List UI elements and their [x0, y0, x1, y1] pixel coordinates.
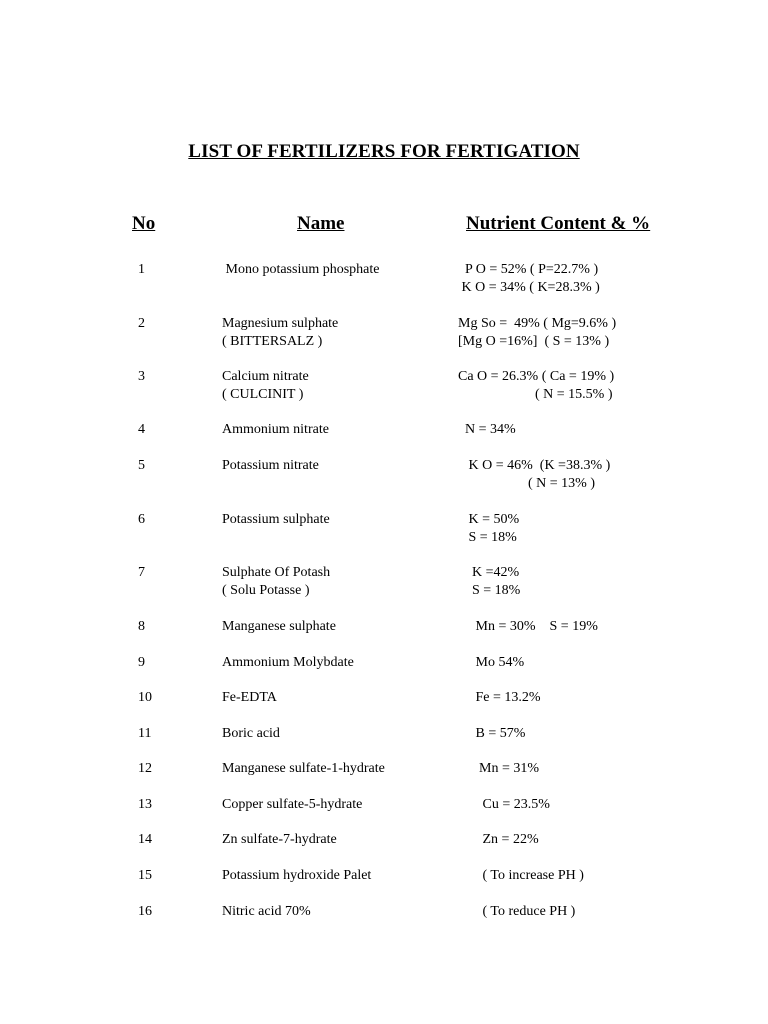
row-number: 6: [138, 512, 145, 527]
row-number: 5: [138, 458, 145, 473]
fertilizer-name-line: Zn sulfate-7-hydrate: [222, 832, 337, 847]
nutrient-content: [458, 261, 600, 297]
fertilizer-name-line: Fe-EDTA: [222, 690, 277, 705]
fertilizer-name: [222, 689, 277, 707]
nutrient-content-line: [Mg O =16%] ( S = 13% ): [458, 334, 610, 349]
nutrient-content: [458, 315, 616, 351]
row-number: 8: [138, 619, 145, 634]
row-number: 3: [138, 369, 145, 384]
nutrient-content: [458, 457, 610, 493]
fertilizer-name: [222, 421, 329, 439]
fertilizer-name-line: Mono potassium phosphate: [222, 262, 380, 277]
nutrient-content: [458, 760, 539, 778]
fertilizer-name-line: Sulphate Of Potash: [222, 565, 331, 580]
fertilizer-name: [222, 511, 330, 529]
nutrient-content-line: ( To reduce PH ): [458, 904, 576, 919]
row-number: 7: [138, 565, 145, 580]
row-number: 13: [138, 797, 152, 812]
nutrient-content: [458, 725, 525, 743]
fertilizer-name-line: Calcium nitrate: [222, 369, 309, 384]
fertilizer-name-line: Potassium nitrate: [222, 458, 319, 473]
fertilizer-name-line: Potassium sulphate: [222, 512, 330, 527]
row-number: 14: [138, 832, 152, 847]
nutrient-content-line: Mn = 31%: [458, 761, 540, 776]
fertilizer-name-line: Ammonium nitrate: [222, 422, 329, 437]
nutrient-content-line: Cu = 23.5%: [458, 797, 550, 812]
nutrient-content-line: K O = 46% (K =38.3% ): [458, 458, 611, 473]
nutrient-content: [458, 368, 614, 404]
fertilizer-name: [222, 654, 354, 672]
nutrient-content: [458, 421, 516, 439]
nutrient-content: [458, 511, 519, 547]
fertilizer-name-line: Ammonium Molybdate: [222, 655, 354, 670]
row-number: 15: [138, 868, 152, 883]
nutrient-content-line: S = 18%: [458, 583, 521, 598]
nutrient-content: [458, 867, 584, 885]
nutrient-content: [458, 689, 541, 707]
fertilizer-name-line: Nitric acid 70%: [222, 904, 311, 919]
column-header-name: Name: [297, 213, 345, 234]
nutrient-content: [458, 564, 520, 600]
fertilizer-name: [222, 564, 330, 600]
column-header-no: No: [132, 213, 156, 234]
nutrient-content-line: S = 18%: [458, 530, 517, 545]
nutrient-content-line: Mo 54%: [458, 655, 525, 670]
row-number: 16: [138, 904, 152, 919]
nutrient-content: [458, 654, 524, 672]
fertilizer-name-line: ( Solu Potasse ): [222, 583, 310, 598]
nutrient-content-line: Ca O = 26.3% ( Ca = 19% ): [458, 369, 615, 384]
fertilizer-name-line: Manganese sulphate: [222, 619, 336, 634]
nutrient-content: [458, 796, 550, 814]
fertilizer-name-line: ( BITTERSALZ ): [222, 334, 323, 349]
column-header-nutrient: Nutrient Content & %: [466, 213, 651, 234]
nutrient-content-line: K = 50%: [458, 512, 520, 527]
nutrient-content-line: N = 34%: [458, 422, 516, 437]
nutrient-content-line: Zn = 22%: [458, 832, 539, 847]
fertilizer-name: [222, 368, 309, 404]
fertilizer-name: [222, 760, 385, 778]
nutrient-content: [458, 831, 539, 849]
nutrient-content-line: ( To increase PH ): [458, 868, 584, 883]
nutrient-content-line: P O = 52% ( P=22.7% ): [458, 262, 599, 277]
fertilizer-name: [222, 867, 371, 885]
fertilizer-name-line: Potassium hydroxide Palet: [222, 868, 372, 883]
row-number: 10: [138, 690, 152, 705]
row-number: 1: [138, 262, 145, 277]
fertilizer-name: [222, 261, 380, 279]
fertilizer-name: [222, 903, 311, 921]
nutrient-content-line: Mg So = 49% ( Mg=9.6% ): [458, 316, 617, 331]
nutrient-content-line: Mn = 30% S = 19%: [458, 619, 598, 634]
nutrient-content-line: K =42%: [458, 565, 520, 580]
nutrient-content-line: Fe = 13.2%: [458, 690, 541, 705]
fertilizer-name: [222, 831, 337, 849]
row-number: 12: [138, 761, 152, 776]
fertilizer-name-line: Magnesium sulphate: [222, 316, 339, 331]
row-number: 4: [138, 422, 145, 437]
nutrient-content-line: ( N = 15.5% ): [458, 387, 613, 402]
fertilizer-name-line: Copper sulfate-5-hydrate: [222, 797, 363, 812]
nutrient-content-line: K O = 34% ( K=28.3% ): [458, 280, 600, 295]
page-title: LIST OF FERTILIZERS FOR FERTIGATION: [188, 141, 580, 162]
fertilizer-name: [222, 796, 362, 814]
nutrient-content-line: B = 57%: [458, 726, 526, 741]
fertilizer-name-line: Manganese sulfate-1-hydrate: [222, 761, 385, 776]
nutrient-content-line: ( N = 13% ): [458, 476, 595, 491]
fertilizer-name: [222, 457, 319, 475]
row-number: 11: [138, 726, 152, 741]
nutrient-content: [458, 903, 575, 921]
fertilizer-name: [222, 315, 338, 351]
row-number: 2: [138, 316, 145, 331]
fertilizer-name: [222, 618, 336, 636]
fertilizer-name-line: ( CULCINIT ): [222, 387, 304, 402]
fertilizer-name: [222, 725, 280, 743]
nutrient-content: [458, 618, 598, 636]
fertilizer-name-line: Boric acid: [222, 726, 280, 741]
row-number: 9: [138, 655, 145, 670]
